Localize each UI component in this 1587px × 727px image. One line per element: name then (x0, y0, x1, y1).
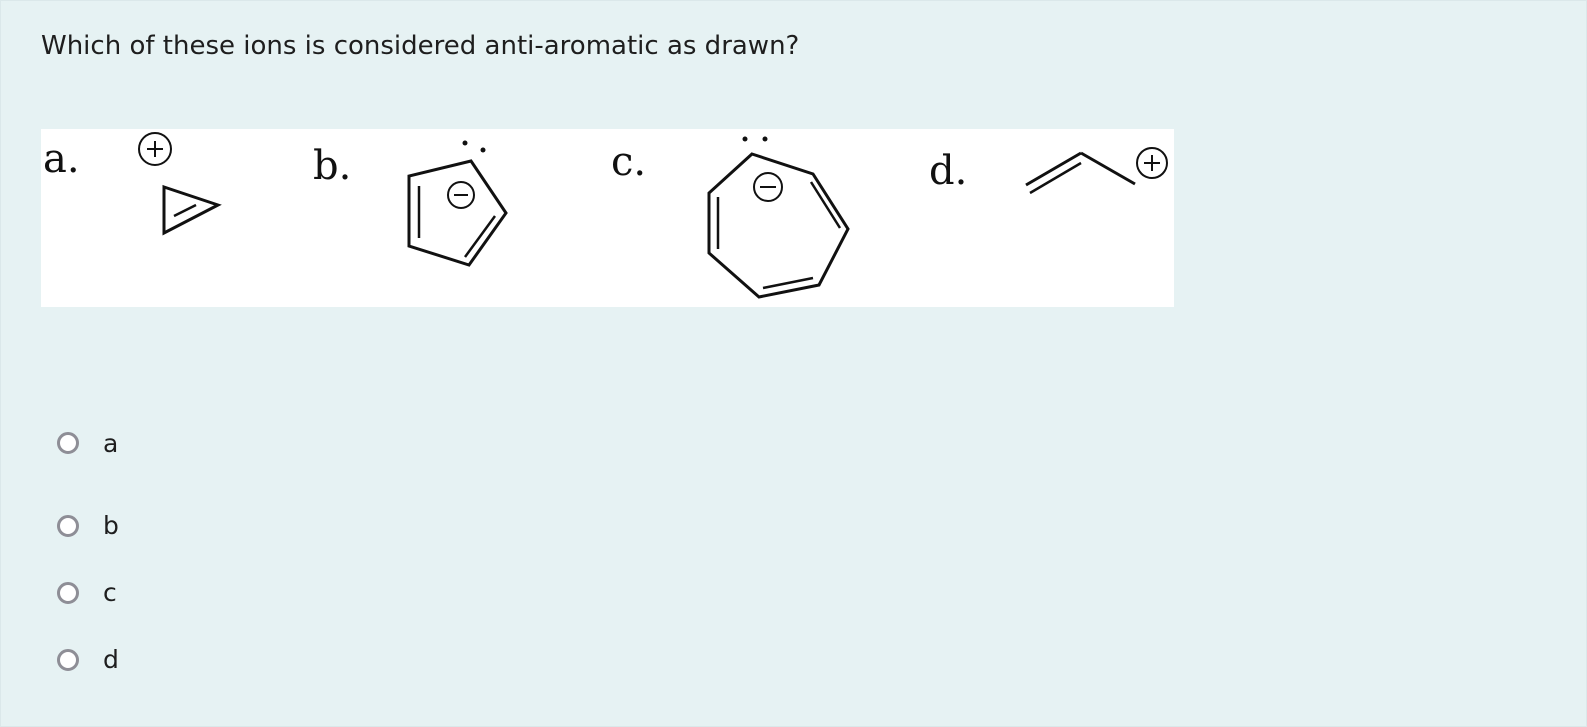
allyl-cation (1026, 148, 1167, 193)
cycloheptatrienyl-anion (709, 154, 848, 297)
lone-pair-dot-b1 (463, 141, 468, 146)
radio-button[interactable] (57, 432, 79, 454)
answer-options (57, 425, 119, 693)
cycloheptatrienyl-ring (709, 154, 848, 297)
cyclopropenyl-double-bond (174, 205, 196, 216)
cyclopentadienyl-ring (409, 161, 506, 265)
option-d[interactable] (57, 626, 119, 693)
option-c[interactable] (57, 559, 119, 626)
molecule-label-b: b. (313, 143, 352, 189)
option-a[interactable] (57, 425, 119, 461)
molecule-label-c: c. (611, 139, 647, 185)
radio-button[interactable] (57, 515, 79, 537)
option-b[interactable] (57, 492, 119, 559)
molecule-label-a: a. (43, 136, 80, 182)
radio-button[interactable] (57, 582, 79, 604)
lone-pair-dot-c1 (743, 137, 748, 142)
cyclopropenyl-cation (139, 133, 218, 233)
cycloheptatrienyl-double-bond-right (811, 182, 840, 228)
lone-pair-dot-b2 (481, 148, 486, 153)
radio-button[interactable] (57, 649, 79, 671)
molecule-figure (41, 129, 1174, 307)
molecule-figure-svg (41, 129, 1174, 307)
option-label: d (103, 645, 119, 674)
cyclopropenyl-ring (164, 187, 218, 233)
cyclopentadienyl-anion (409, 161, 506, 265)
option-label: a (103, 428, 119, 458)
option-label: b (103, 511, 119, 540)
lone-pair-dot-c2 (763, 137, 768, 142)
molecule-label-d: d. (929, 148, 968, 194)
allyl-bond-2 (1081, 153, 1135, 184)
option-label: c (103, 578, 117, 607)
question-prompt: Which of these ions is considered anti-aromatic as drawn? (41, 31, 800, 61)
